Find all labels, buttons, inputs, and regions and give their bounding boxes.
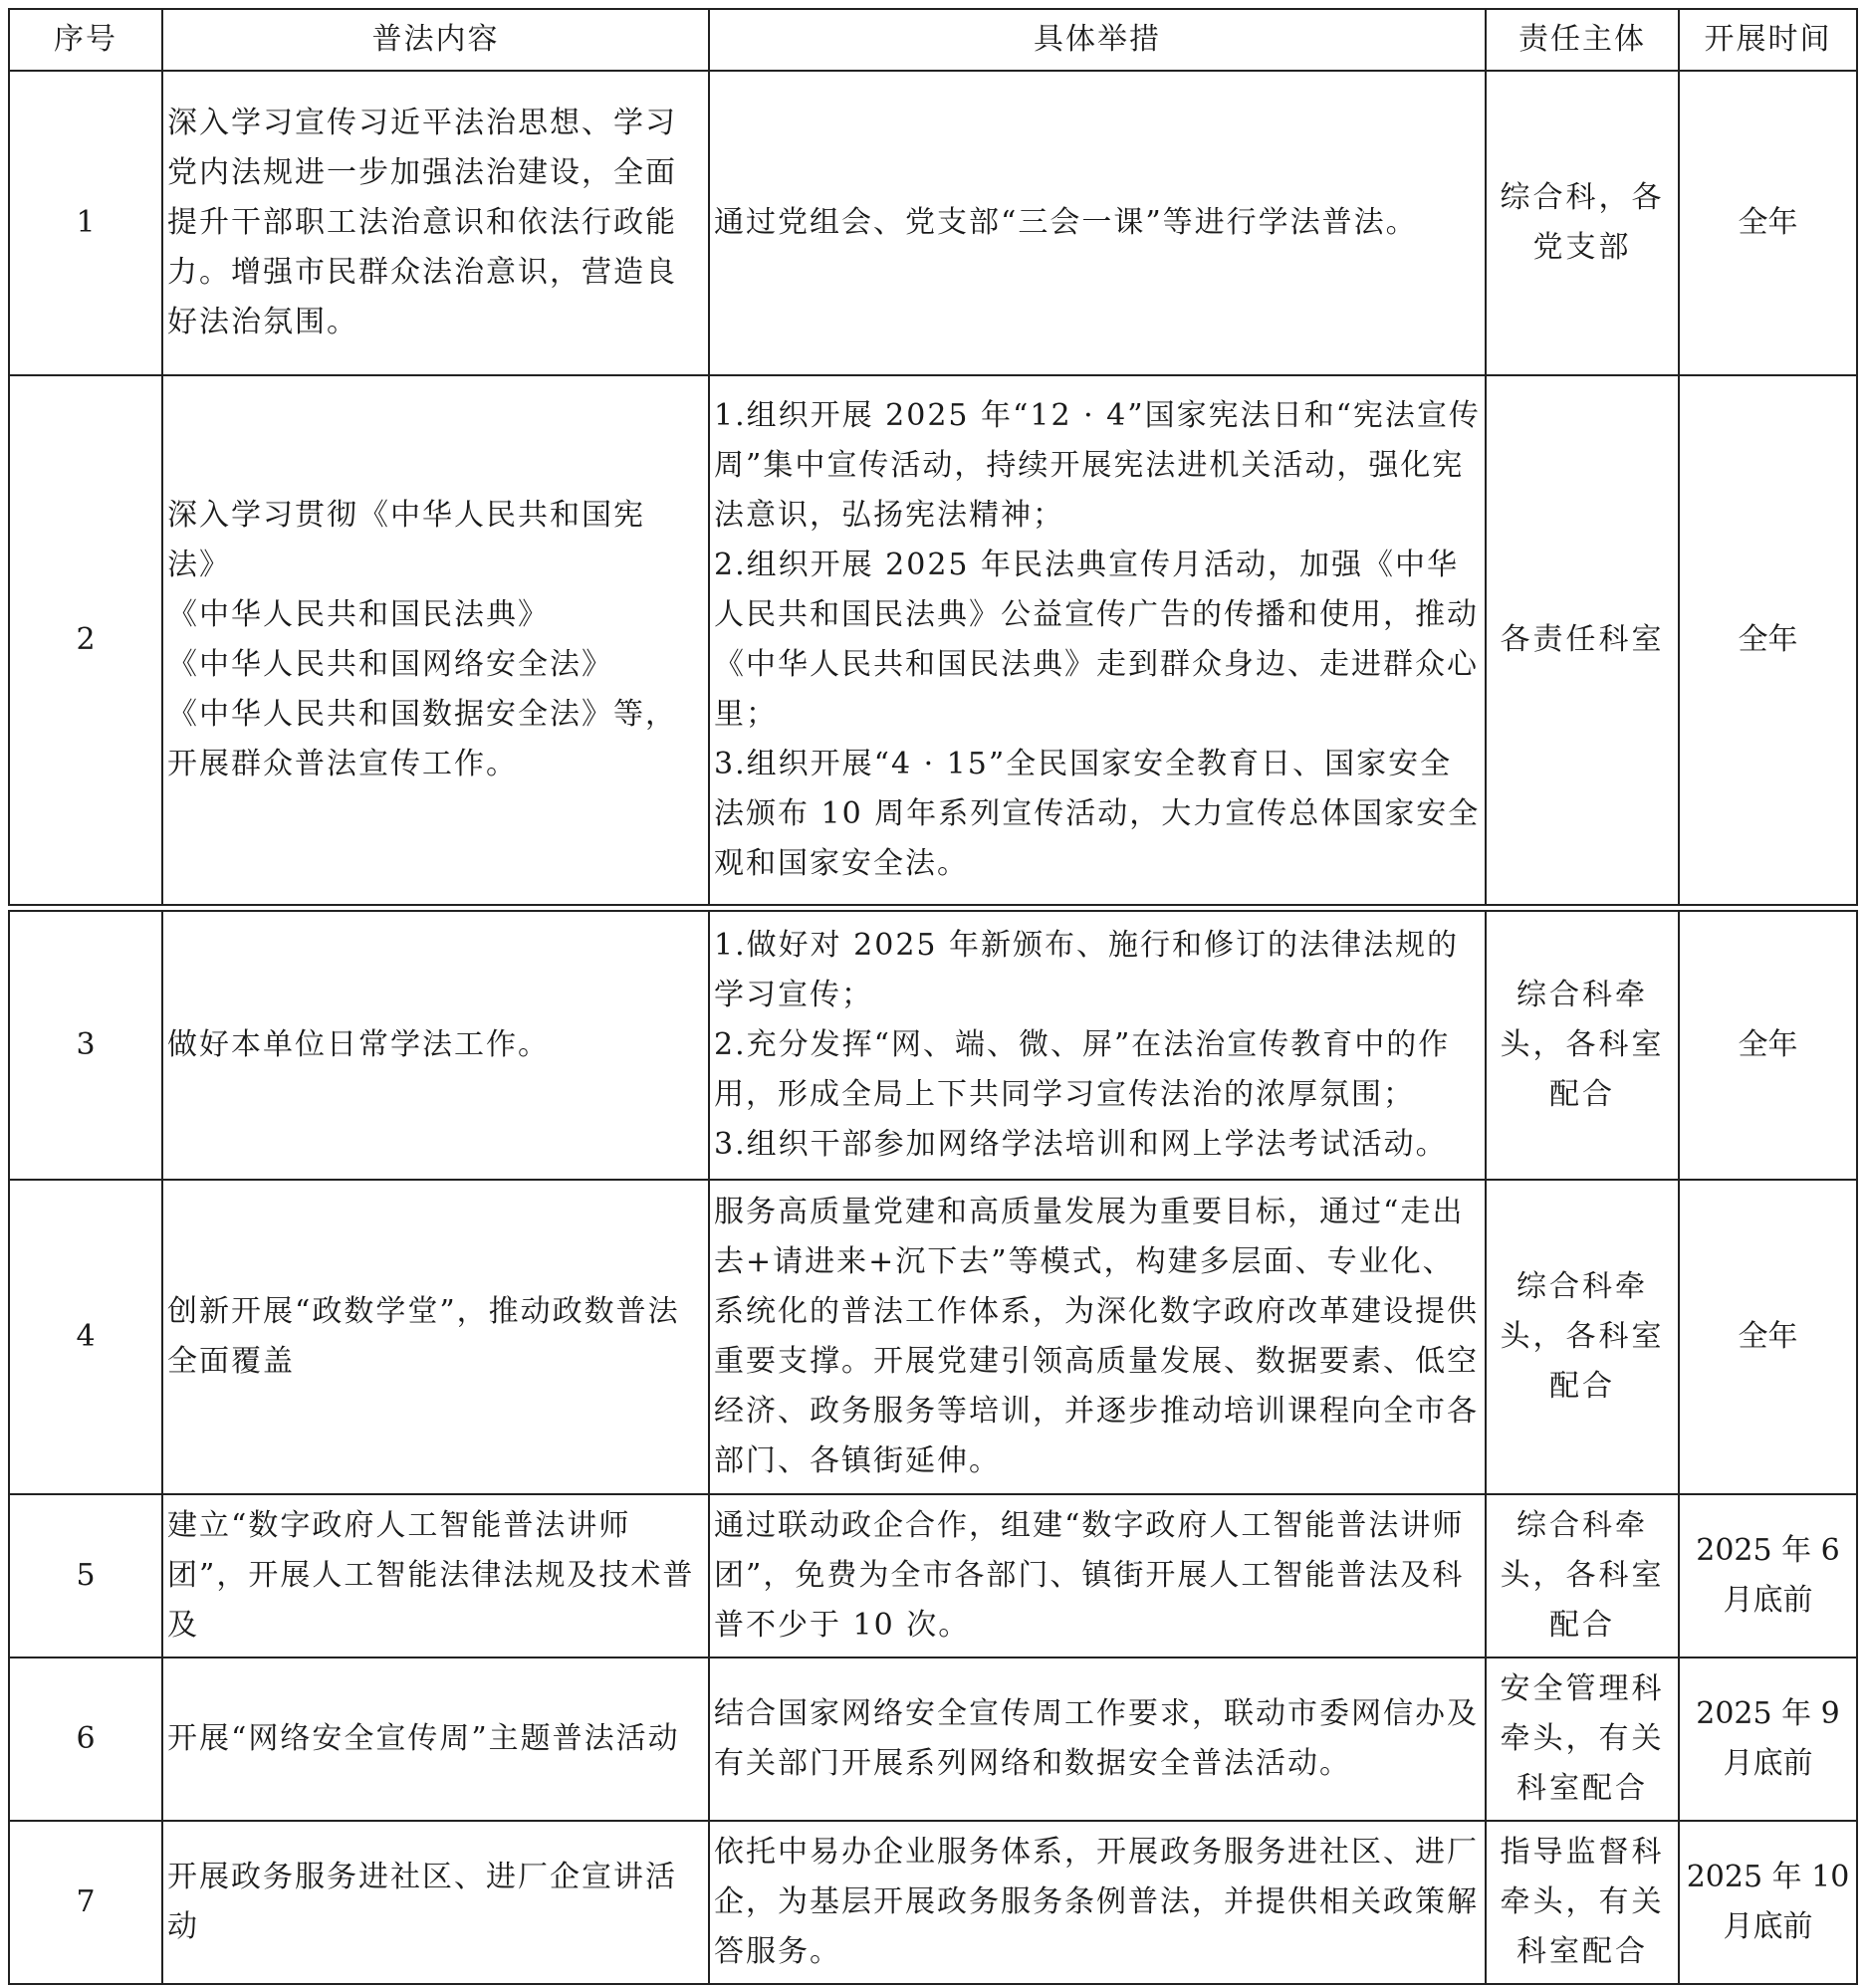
row-content: 建立“数字政府人工智能普法讲师团”，开展人工智能法律法规及技术普及	[162, 1494, 709, 1657]
table-row	[9, 375, 1857, 905]
row-time: 全年	[1679, 71, 1857, 375]
row-time: 全年	[1679, 375, 1857, 905]
row-measures-text: 1.做好对 2025 年新颁布、施行和修订的法律法规的学习宣传； 2.充分发挥“网、端、微、屏”在法治宣传教育中的作用，形成全局上下共同学习宣传法治的浓厚氛围； 3.组织干部参加网络学法培训和网上学法考试活动。	[714, 928, 1460, 1162]
row-owner: 综合科牵头，各科室配合	[1486, 1494, 1679, 1657]
table-row	[9, 1821, 1857, 1984]
plan-table-bottom	[8, 910, 1858, 1985]
row-content: 做好本单位日常学法工作。	[162, 911, 709, 1180]
row-owner: 指导监督科牵头，有关科室配合	[1486, 1821, 1679, 1984]
row-seq: 6	[9, 1657, 162, 1821]
row-measures-text: 1.组织开展 2025 年“12 · 4”国家宪法日和“宪法宣传周”集中宣传活动，持续开展宪法进机关活动，强化宪法意识，弘扬宪法精神； 2.组织开展 2025 年民法典宣传月活动，加强《中华人民共和国民法典》公益宣传广告的传播和使用，推动《中华人民共和国民法典》走到群众身边、走进群众心里； 3.组织开展“4 · 15”全民国家安全教育日、国家安全法颁布 10 周年系列宣传活动，大力宣传总体国家安全观和国家安全法。	[714, 398, 1481, 881]
row-owner: 综合科牵头，各科室配合	[1486, 1180, 1679, 1494]
row-measures: 依托中易办企业服务体系，开展政务服务进社区、进厂企，为基层开展政务服务条例普法，并提供相关政策解答服务。	[709, 1821, 1486, 1984]
header-row	[9, 9, 1857, 71]
row-seq: 4	[9, 1180, 162, 1494]
row-seq: 5	[9, 1494, 162, 1657]
table-row	[9, 1657, 1857, 1821]
header-seq: 序号	[9, 9, 162, 71]
plan-table-top	[8, 8, 1858, 906]
row-time: 2025 年 6 月底前	[1679, 1494, 1857, 1657]
row-content: 创新开展“政数学堂”，推动政数普法全面覆盖	[162, 1180, 709, 1494]
row-seq: 3	[9, 911, 162, 1180]
table-row	[9, 911, 1857, 1180]
row-measures: 结合国家网络安全宣传周工作要求，联动市委网信办及有关部门开展系列网络和数据安全普法活动。	[709, 1657, 1486, 1821]
header-content: 普法内容	[162, 9, 709, 71]
row-time: 全年	[1679, 1180, 1857, 1494]
row-owner: 安全管理科牵头，有关科室配合	[1486, 1657, 1679, 1821]
table-row	[9, 1494, 1857, 1657]
row-owner: 各责任科室	[1486, 375, 1679, 905]
row-content: 开展“网络安全宣传周”主题普法活动	[162, 1657, 709, 1821]
row-seq: 7	[9, 1821, 162, 1984]
header-owner: 责任主体	[1486, 9, 1679, 71]
row-seq: 2	[9, 375, 162, 905]
row-content: 深入学习宣传习近平法治思想、学习党内法规进一步加强法治建设，全面提升干部职工法治意识和依法行政能力。增强市民群众法治意识，营造良好法治氛围。	[162, 71, 709, 375]
row-seq: 1	[9, 71, 162, 375]
row-content-text: 深入学习贯彻《中华人民共和国宪法》 《中华人民共和国民法典》 《中华人民共和国网络安全法》 《中华人民共和国数据安全法》等，开展群众普法宣传工作。	[167, 498, 677, 781]
table-row	[9, 71, 1857, 375]
row-measures	[709, 911, 1486, 1180]
row-measures: 通过党组会、党支部“三会一课”等进行学法普法。	[709, 71, 1486, 375]
row-time: 全年	[1679, 911, 1857, 1180]
row-owner: 综合科牵头，各科室配合	[1486, 911, 1679, 1180]
row-time: 2025 年 9 月底前	[1679, 1657, 1857, 1821]
row-content	[162, 375, 709, 905]
row-owner: 综合科，各党支部	[1486, 71, 1679, 375]
row-time: 2025 年 10 月底前	[1679, 1821, 1857, 1984]
header-measures: 具体举措	[709, 9, 1486, 71]
row-measures: 服务高质量党建和高质量发展为重要目标，通过“走出去+请进来+沉下去”等模式，构建多层面、专业化、系统化的普法工作体系，为深化数字政府改革建设提供重要支撑。开展党建引领高质量发展、数据要素、低空经济、政务服务等培训，并逐步推动培训课程向全市各部门、各镇街延伸。	[709, 1180, 1486, 1494]
table-row	[9, 1180, 1857, 1494]
row-measures	[709, 375, 1486, 905]
header-time: 开展时间	[1679, 9, 1857, 71]
row-content: 开展政务服务进社区、进厂企宣讲活动	[162, 1821, 709, 1984]
row-measures: 通过联动政企合作，组建“数字政府人工智能普法讲师团”，免费为全市各部门、镇街开展人工智能普法及科普不少于 10 次。	[709, 1494, 1486, 1657]
